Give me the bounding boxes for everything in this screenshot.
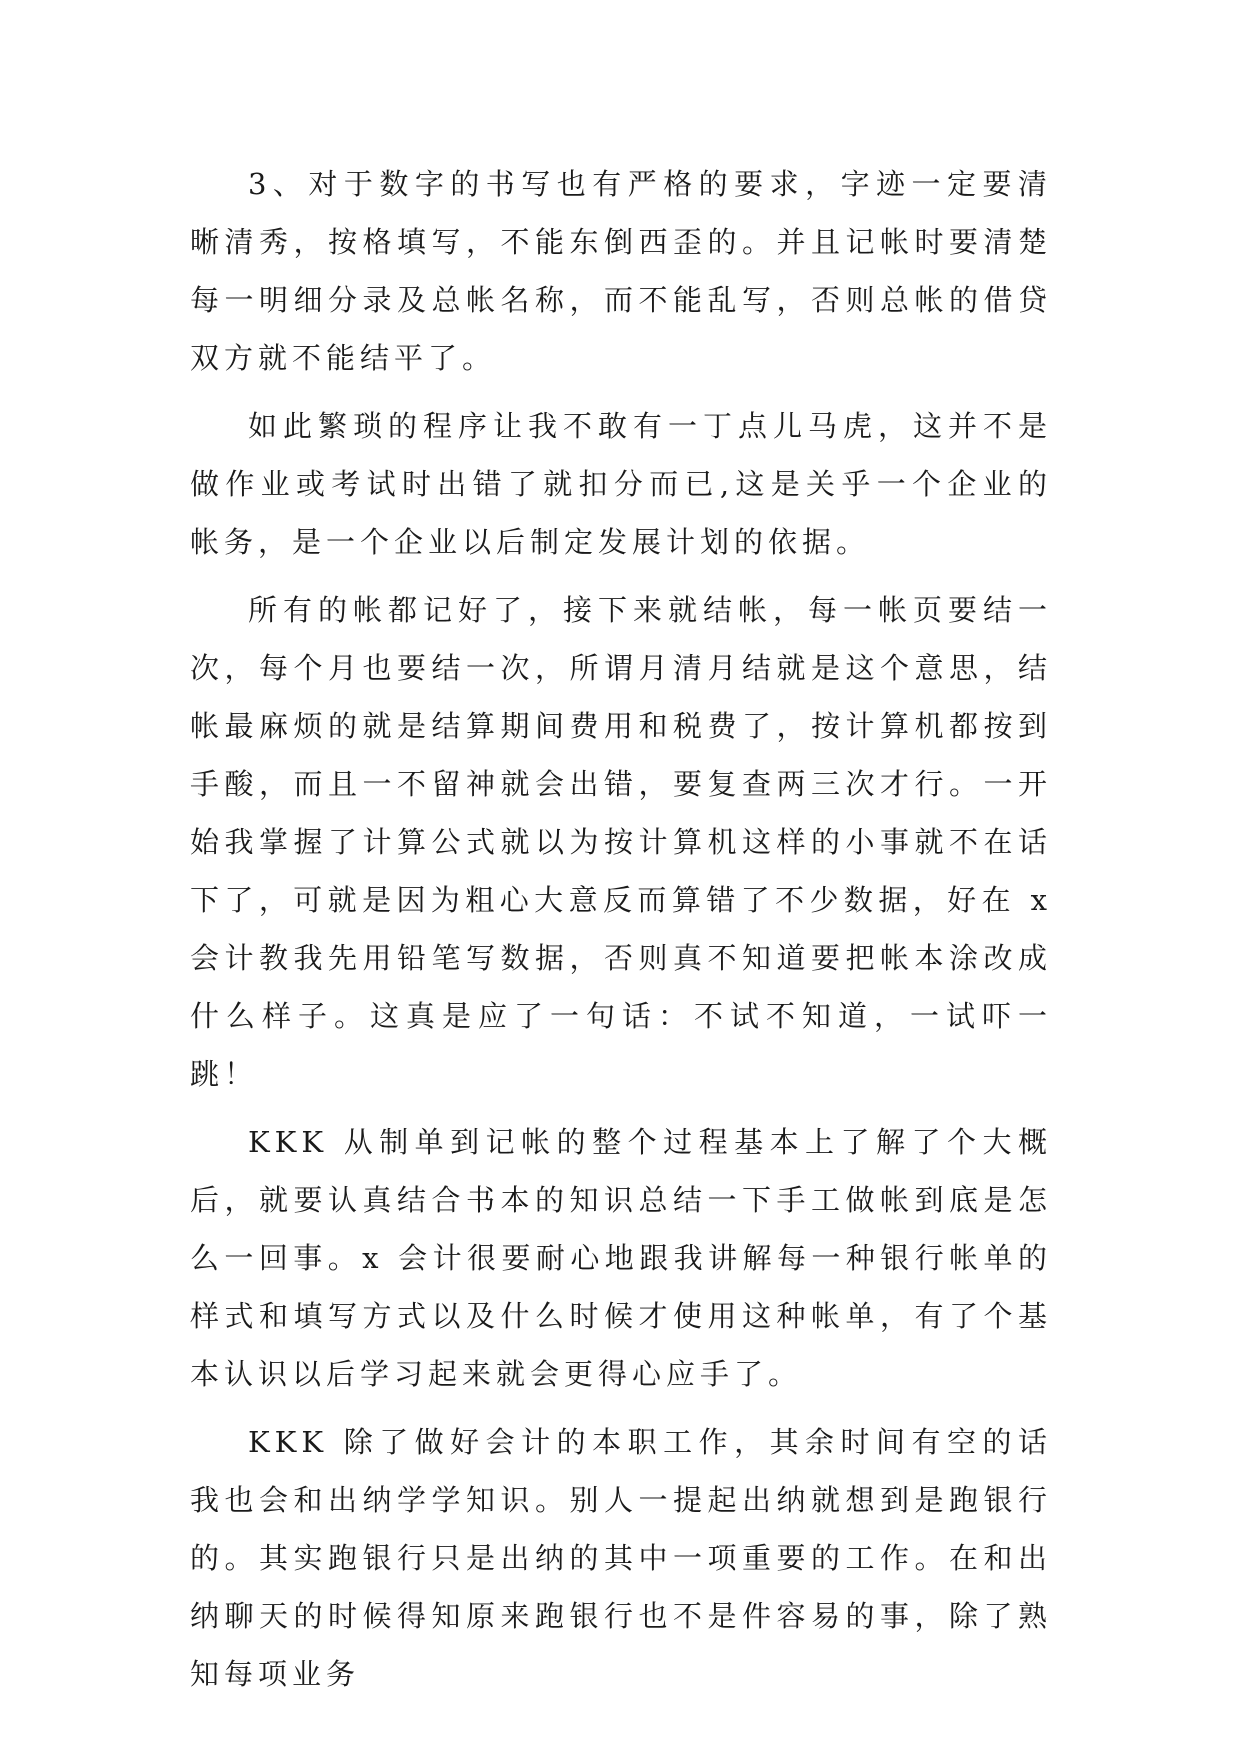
paragraph-careful-procedure: 如此繁琐的程序让我不敢有一丁点儿马虎，这并不是做作业或考试时出错了就扣分而已,这是关乎一个企业的帐务，是一个企业以后制定发展计划的依据。 <box>190 409 1052 559</box>
document-body <box>190 155 1052 1713</box>
paragraph-number-writing: 3、对于数字的书写也有严格的要求，字迹一定要清晰清秀，按格填写，不能东倒西歪的。并且记帐时要清楚每一明细分录及总帐名称，而不能乱写，否则总帐的借贷双方就不能结平了。 <box>190 167 1052 375</box>
paragraph-cashier-learning: KKK 除了做好会计的本职工作，其余时间有空的话我也会和出纳学学知识。别人一提起出纳就想到是跑银行的。其实跑银行只是出纳的其中一项重要的工作。在和出纳聊天的时候得知原来跑银行也不是件容易的事，除了熟知每项业务 <box>190 1425 1052 1691</box>
paragraph-closing-accounts: 所有的帐都记好了，接下来就结帐，每一帐页要结一次，每个月也要结一次，所谓月清月结就是这个意思，结帐最麻烦的就是结算期间费用和税费了，按计算机都按到手酸，而且一不留神就会出错，要复查两三次才行。一开始我掌握了计算公式就以为按计算机这样的小事就不在话下了，可就是因为粗心大意反而算错了不少数据，好在 x 会计教我先用铅笔写数据，否则真不知道要把帐本涂改成什么样子。这真是应了一句话：不试不知道，一试吓一跳！ <box>190 593 1052 1091</box>
paragraph-manual-bookkeeping: KKK 从制单到记帐的整个过程基本上了解了个大概后，就要认真结合书本的知识总结一下手工做帐到底是怎么一回事。x 会计很要耐心地跟我讲解每一种银行帐单的样式和填写方式以及什么时候才使用这种帐单，有了个基本认识以后学习起来就会更得心应手了。 <box>190 1125 1052 1391</box>
